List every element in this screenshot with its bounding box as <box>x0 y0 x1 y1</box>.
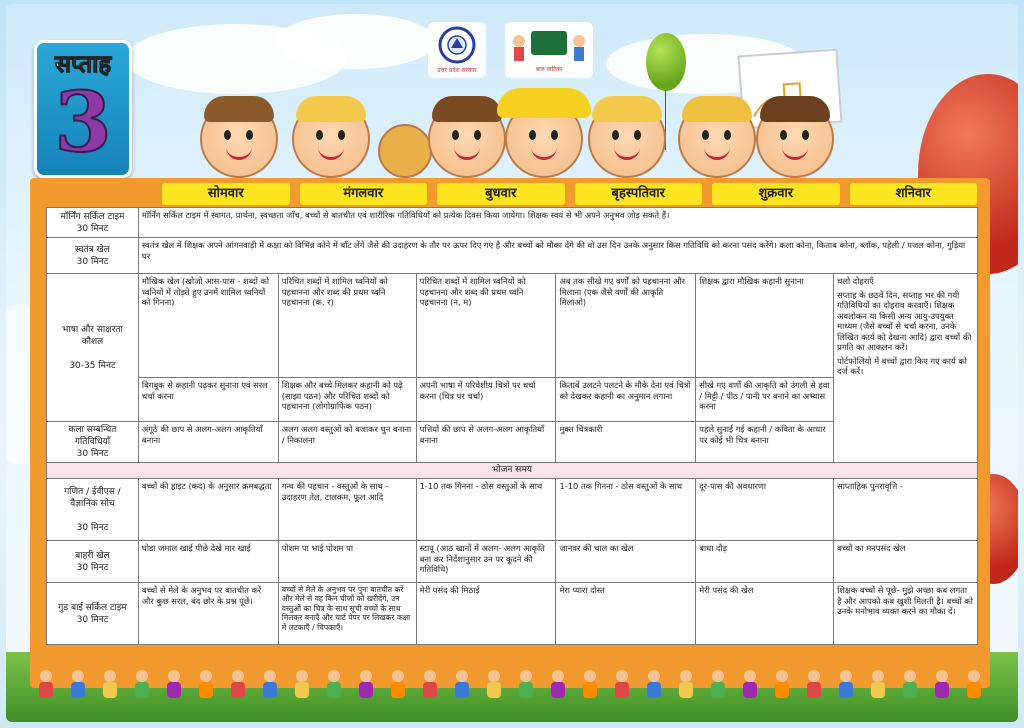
footer-child-icon <box>325 670 343 700</box>
footer-child-icon <box>485 670 503 700</box>
footer-child-icon <box>453 670 471 700</box>
table-cell: मेरी पसंद की मिठाई <box>416 583 556 645</box>
table-cell: स्टापू (आठ खानों में अलग- अलग आकृति बना कर निर्देशानुसार उन पर कूदने की गतिविधि) <box>416 541 556 583</box>
table-row <box>47 479 978 541</box>
table-row <box>47 238 978 274</box>
footer-child-icon <box>549 670 567 700</box>
week-number: 3 <box>54 75 112 171</box>
review-text: सप्ताह के छठवें दिन, सप्ताह भर की गयी गतिविधियों का दोहराव करवाएँ। शिक्षक अवलोकन या किसी अन्य आयु-उपयुक्त माध्यम (जैसे बच्चों से चर्चा करना, उनके लिखित कार्य को देखना आदि) द्वारा बच्चों की प्रगति का आकलन करें। <box>837 289 972 352</box>
footer-child-icon <box>837 670 855 700</box>
table-cell: मेरा प्यारा दोस्त <box>556 583 696 645</box>
child-face-icon <box>292 100 370 178</box>
footer-child-icon <box>197 670 215 700</box>
teddy-bear-icon <box>378 124 432 178</box>
bal-vatika-icon <box>509 27 589 63</box>
row-label: गुड बाई सर्किल टाइम 30 मिनट <box>47 583 139 645</box>
footer-child-icon <box>357 670 375 700</box>
row-label: गणित / ईवीएस / वैज्ञानिक सोच 30 मिनट <box>47 479 139 541</box>
table-cell: दूर-पास की अवधारणा <box>696 479 834 541</box>
free-play-text: स्वतंत्र खेल में शिक्षक अपने आंगनवाड़ी में कक्षा को विभिन्न कोने में बाँट लेंगे जैसे की उदाहरण के तौर पर ऊपर दिए गए है और बच्चों को मौका देंगे की वो उस दिन उनके अनुसार किस गतिविधि को करना पसंद करेंगे। कला कोना, किताब कोना, ब्लॉक, पहेली / पजल कोना, गुड़िया घर <box>138 238 977 274</box>
table-cell: सीखे गए वर्णों की आकृति को उंगली से हवा / मिट्टी / पीठ / पानी पर बनाने का अभ्यास करना <box>696 378 834 422</box>
table-cell: पहले सुनाई गई कहानी / कविता के आधार पर कोई भी चित्र बनाना <box>696 422 834 463</box>
table-cell: बच्चों की हाइट (कद) के अनुसार क्रमबद्धता <box>138 479 278 541</box>
emblem-icon <box>438 26 476 64</box>
day-wednesday: बुधवार <box>437 183 565 205</box>
child-face-icon <box>505 100 583 178</box>
table-cell: बच्चों का मनपसंद खेल <box>834 541 978 583</box>
footer-child-icon <box>773 670 791 700</box>
child-face-icon <box>756 100 834 178</box>
footer-child-icon <box>421 670 439 700</box>
table-row <box>47 541 978 583</box>
lunch-label: भोजन समय <box>47 463 978 479</box>
footer-child-icon <box>581 670 599 700</box>
footer-child-icon <box>229 670 247 700</box>
table-cell: अब तक सीखे गए वर्णों को पहचानना और मिलाना (एक जैसे वर्णों की आकृति मिलाओ) <box>556 274 696 378</box>
table-cell: शिक्षक बच्चों से पूछे- मुझे अच्छा कब लगता है और आपको कब खुशी मिलती है। बच्चों को उनके मनोभाव व्यक्त करने का मौका दें। <box>834 583 978 645</box>
week-label: सप्ताह <box>54 49 112 78</box>
table-cell: 1-10 तक गिनना - ठोस वस्तुओं के साथ <box>556 479 696 541</box>
row-label: बाहरी खेल 30 मिनट <box>47 541 139 583</box>
table-cell: शिक्षक और बच्चे मिलकर कहानी को पढ़े (साझा पठन) और परिचित शब्दों को पहचानना (लोगोग्राफिक पठन) <box>278 378 416 422</box>
day-thursday: बृहस्पतिवार <box>575 183 703 205</box>
table-cell: गन्ध की पहचान - वस्तुओं के साथ - उदाहरण तेल, टालकम, फूल आदि <box>278 479 416 541</box>
lunch-row <box>47 463 978 479</box>
table-cell: मेरी पसंद की खेल <box>696 583 834 645</box>
footer-child-icon <box>741 670 759 700</box>
table-row <box>47 274 978 378</box>
day-saturday: शनिवार <box>850 183 978 205</box>
footer-child-icon <box>101 670 119 700</box>
children-footer-border <box>30 660 990 700</box>
footer-child-icon <box>69 670 87 700</box>
row-label: कला सम्बन्धित गतिविधियाँ 30 मिनट <box>47 422 139 463</box>
weekday-header <box>157 183 982 205</box>
morning-circle-text: मॉर्निंग सर्किल टाइम में स्वागत, प्रार्थना, स्वच्छता जाँच, बच्चों से बातचीत एवं शारीरिक गतिविधियों को प्रत्येक दिवस किया जायेगा। शिक्षक स्वयं से भी अपने अनुभव जोड़ सकते हैं। <box>138 208 977 238</box>
footer-child-icon <box>133 670 151 700</box>
logo-text: उत्तर प्रदेश सरकार <box>437 67 477 74</box>
footer-child-icon <box>165 670 183 700</box>
footer-child-icon <box>901 670 919 700</box>
row-label: स्वतंत्र खेल 30 मिनट <box>47 238 139 274</box>
table-cell: घोडा जमाल खाई पीछे देखे मार खाई <box>138 541 278 583</box>
day-monday: सोमवार <box>162 183 290 205</box>
table-cell: 1-10 तक गिनना - ठोस वस्तुओं के साथ <box>416 479 556 541</box>
table-cell: बाधा दौड़ <box>696 541 834 583</box>
footer-child-icon <box>869 670 887 700</box>
table-cell: परिचित शब्दों में शामिल ध्वनियों को पहचानना और शब्द की प्रथम ध्वनि पहचानना (क, र) <box>278 274 416 378</box>
footer-child-icon <box>389 670 407 700</box>
day-tuesday: मंगलवार <box>300 183 428 205</box>
cloud <box>276 14 436 69</box>
footer-child-icon <box>37 670 55 700</box>
table-cell: मुक्त चित्रकारी <box>556 422 696 463</box>
table-cell: पत्तियों की छाप से अलग-अलग आकृतियाँ बनाना <box>416 422 556 463</box>
child-face-icon <box>678 100 756 178</box>
table-cell: शिक्षक द्वारा मौखिक कहानी सुनाना <box>696 274 834 378</box>
child-face-icon <box>588 100 666 178</box>
child-face-icon <box>428 100 506 178</box>
child-face-icon <box>200 100 278 178</box>
row-label: भाषा और साक्षरता कौशल 30-35 मिनट <box>47 274 139 422</box>
logo-text: बाल वाटिका <box>535 66 563 73</box>
footer-child-icon <box>709 670 727 700</box>
table-cell: परिचित शब्दों में शामिल ध्वनियों को पहचानना और शब्द की प्रथम ध्वनि पहचानना (न, म) <box>416 274 556 378</box>
review-title: चलो दोहराएँ <box>837 276 874 286</box>
week-badge <box>34 40 132 178</box>
footer-child-icon <box>293 670 311 700</box>
table-cell: अलग अलग वस्तुओं को बजाकर धुन बनाना / निकालना <box>278 422 416 463</box>
table-cell: मौखिक खेल (खोजो आस-पास - शब्दों को ध्वनियों में तोड़ते हुए उनमें शामिल ध्वनियों को गिनना) <box>138 274 278 378</box>
footer-child-icon <box>677 670 695 700</box>
table-row <box>47 583 978 645</box>
footer-child-icon <box>965 670 983 700</box>
table-cell: अपनी भाषा में परिवेशीय चित्रों पर चर्चा करना (चित्र पर चर्चा) <box>416 378 556 422</box>
table-row <box>47 208 978 238</box>
table-cell: अंगूठे की छाप से अलग-अलग आकृतियाँ बनाना <box>138 422 278 463</box>
table-cell: जानवर की चाल का खेल <box>556 541 696 583</box>
table-cell: बच्चों से मेले के अनुभव पर पुनः बातचीत करें और मेले से वह किन चीजों को खरीदेंगे, उन वस्तुओं का चित्र के साथ सूची बच्चों के साथ मिलकर बनाएँ और चार्ट पेपर पर लिखकर कक्षा में लटकाएँ / चिपकाएँ। <box>278 583 416 645</box>
footer-child-icon <box>933 670 951 700</box>
footer-child-icon <box>613 670 631 700</box>
saturday-review-cell <box>834 274 978 463</box>
table-cell: साप्ताहिक पुनरावृत्ति - <box>834 479 978 541</box>
day-friday: शुक्रवार <box>712 183 840 205</box>
table-cell: पोशम पा भाई पोशम पा <box>278 541 416 583</box>
table-cell: बच्चों से मेले के अनुभव पर बातचीत करें और कुछ सरल, बंद छोर के प्रश्न पूछें। <box>138 583 278 645</box>
footer-child-icon <box>645 670 663 700</box>
footer-child-icon <box>517 670 535 700</box>
row-label: मॉर्निंग सर्किल टाइम 30 मिनट <box>47 208 139 238</box>
weekly-schedule-table <box>46 207 978 645</box>
children-illustration <box>160 70 860 180</box>
portfolio-text: पोर्टफोलियो में बच्चों द्वारा किए गए कार्य को दर्ज करें। <box>837 355 967 376</box>
footer-child-icon <box>261 670 279 700</box>
table-cell: बिगबुक से कहानी पढ़कर सुनाना एवं सरल चर्चा करना <box>138 378 278 422</box>
table-cell: किताबें उलटने पलटने के मौके देना एवं चित्रों को देखकर कहानी का अनुमान लगाना <box>556 378 696 422</box>
footer-child-icon <box>805 670 823 700</box>
